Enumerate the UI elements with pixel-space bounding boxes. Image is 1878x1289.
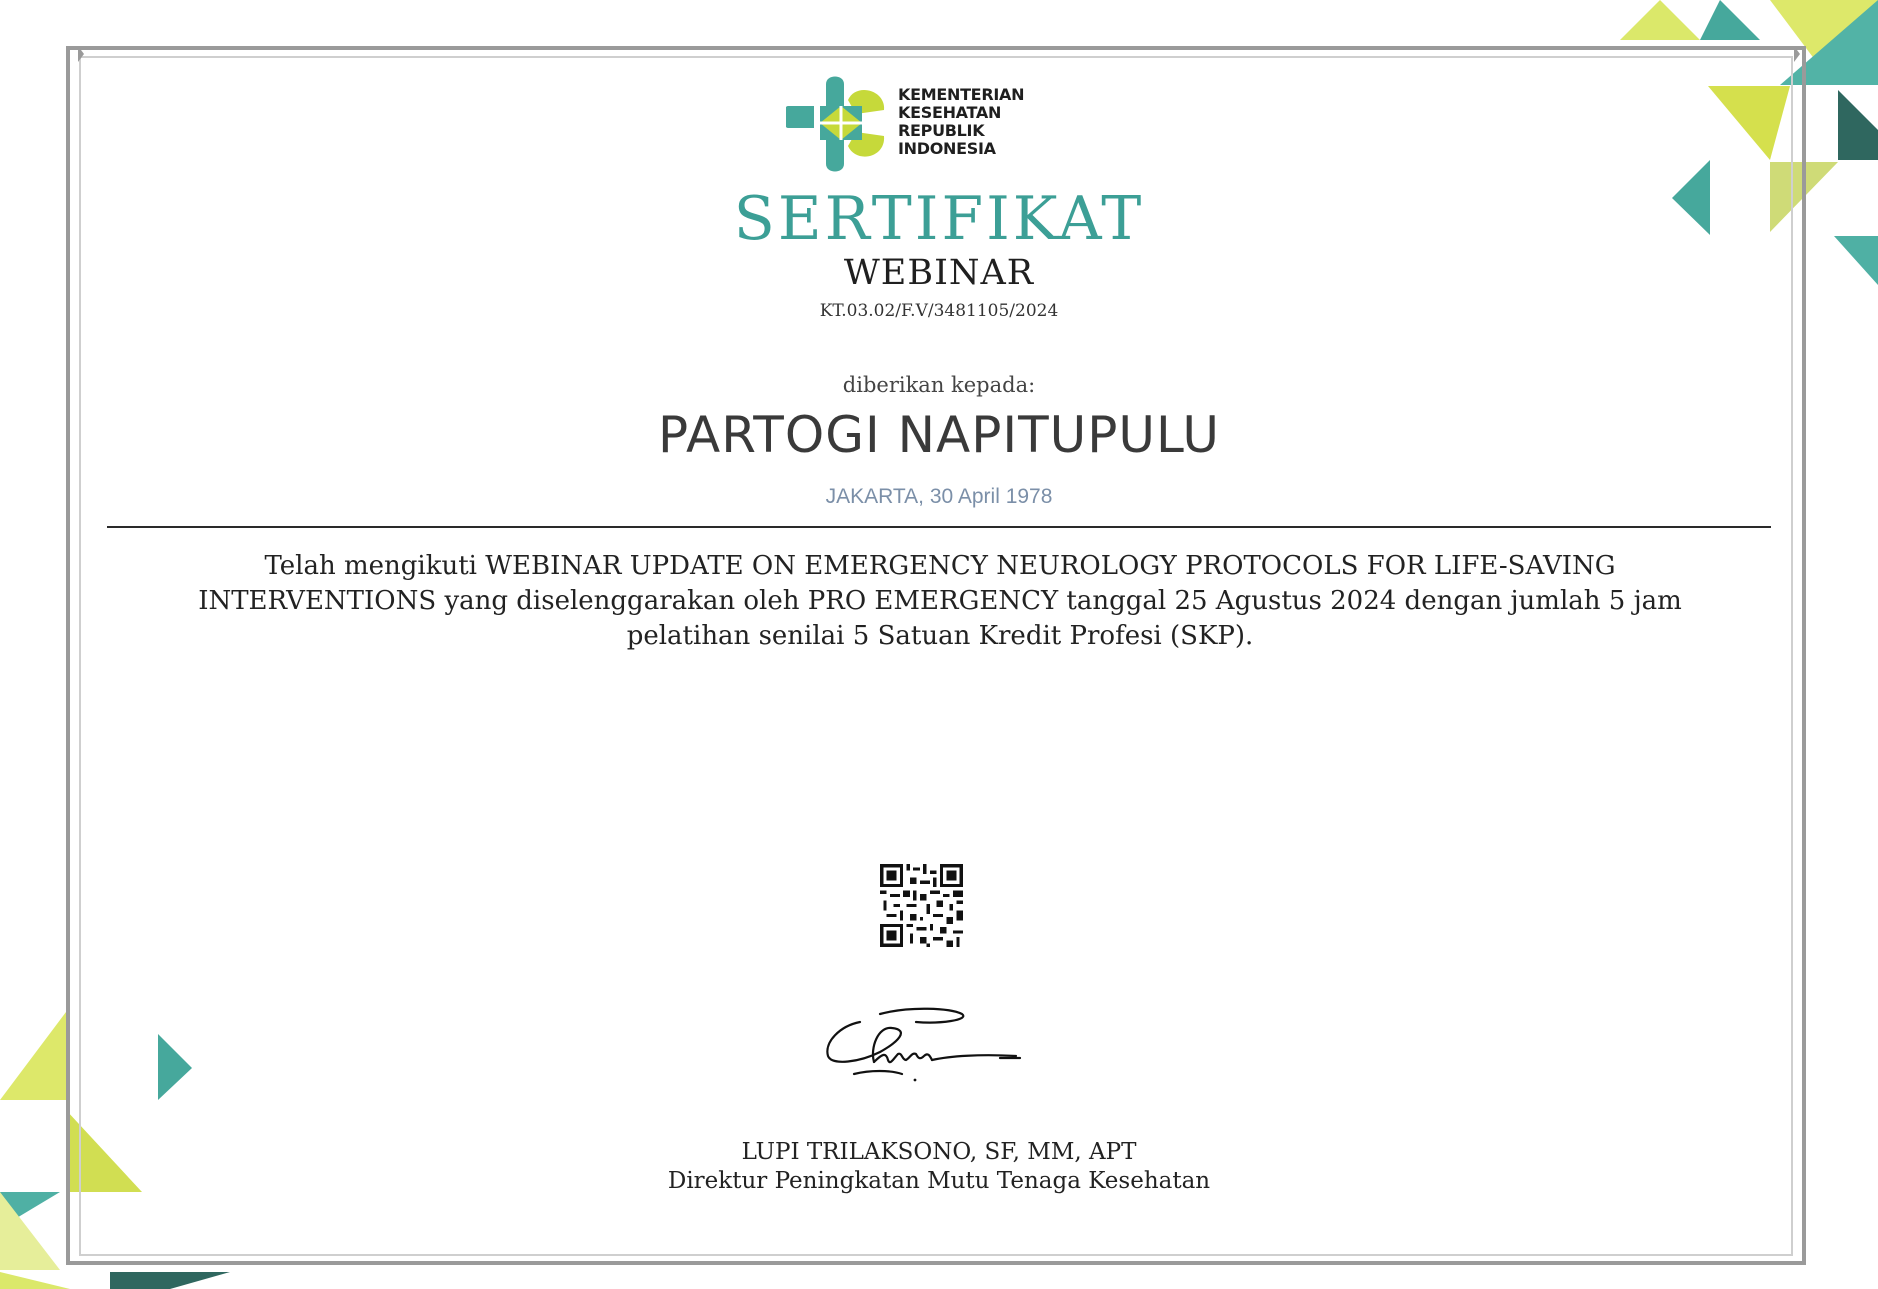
ministry-line: REPUBLIK [898, 121, 985, 140]
qr-code [880, 864, 963, 947]
ministry-name [898, 86, 1048, 158]
certificate-title: SERTIFIKAT [733, 184, 1145, 254]
ministry-line: KESEHATAN [898, 103, 1002, 122]
signatory-position: Direktur Peningkatan Mutu Tenaga Kesehatan [667, 1168, 1211, 1194]
certificate-subtitle: WEBINAR [843, 253, 1035, 293]
ministry-line: KEMENTERIAN [898, 85, 1025, 104]
signatory-name: LUPI TRILAKSONO, SF, MM, APT [741, 1139, 1137, 1165]
recipient-name: PARTOGI NAPITUPULU [658, 406, 1220, 464]
given-to-label: diberikan kepada: [842, 373, 1036, 397]
certificate-number: KT.03.02/F.V/3481105/2024 [819, 301, 1059, 321]
divider [107, 526, 1771, 528]
certificate-description: Telah mengikuti WEBINAR UPDATE ON EMERGENCY NEUROLOGY PROTOCOLS FOR LIFE-SAVING INTERVENTIONS yang diselenggarakan oleh PRO EMERGENCY tanggal 25 Agustus 2024 dengan jumlah 5 jam pelatihan senilai 5 Satuan Kredit Profesi (SKP). [198, 551, 1682, 651]
ministry-logo-icon [786, 70, 898, 176]
signature [820, 1000, 1030, 1090]
recipient-birth-info: JAKARTA, 30 April 1978 [825, 485, 1053, 508]
ministry-line: INDONESIA [898, 139, 996, 158]
